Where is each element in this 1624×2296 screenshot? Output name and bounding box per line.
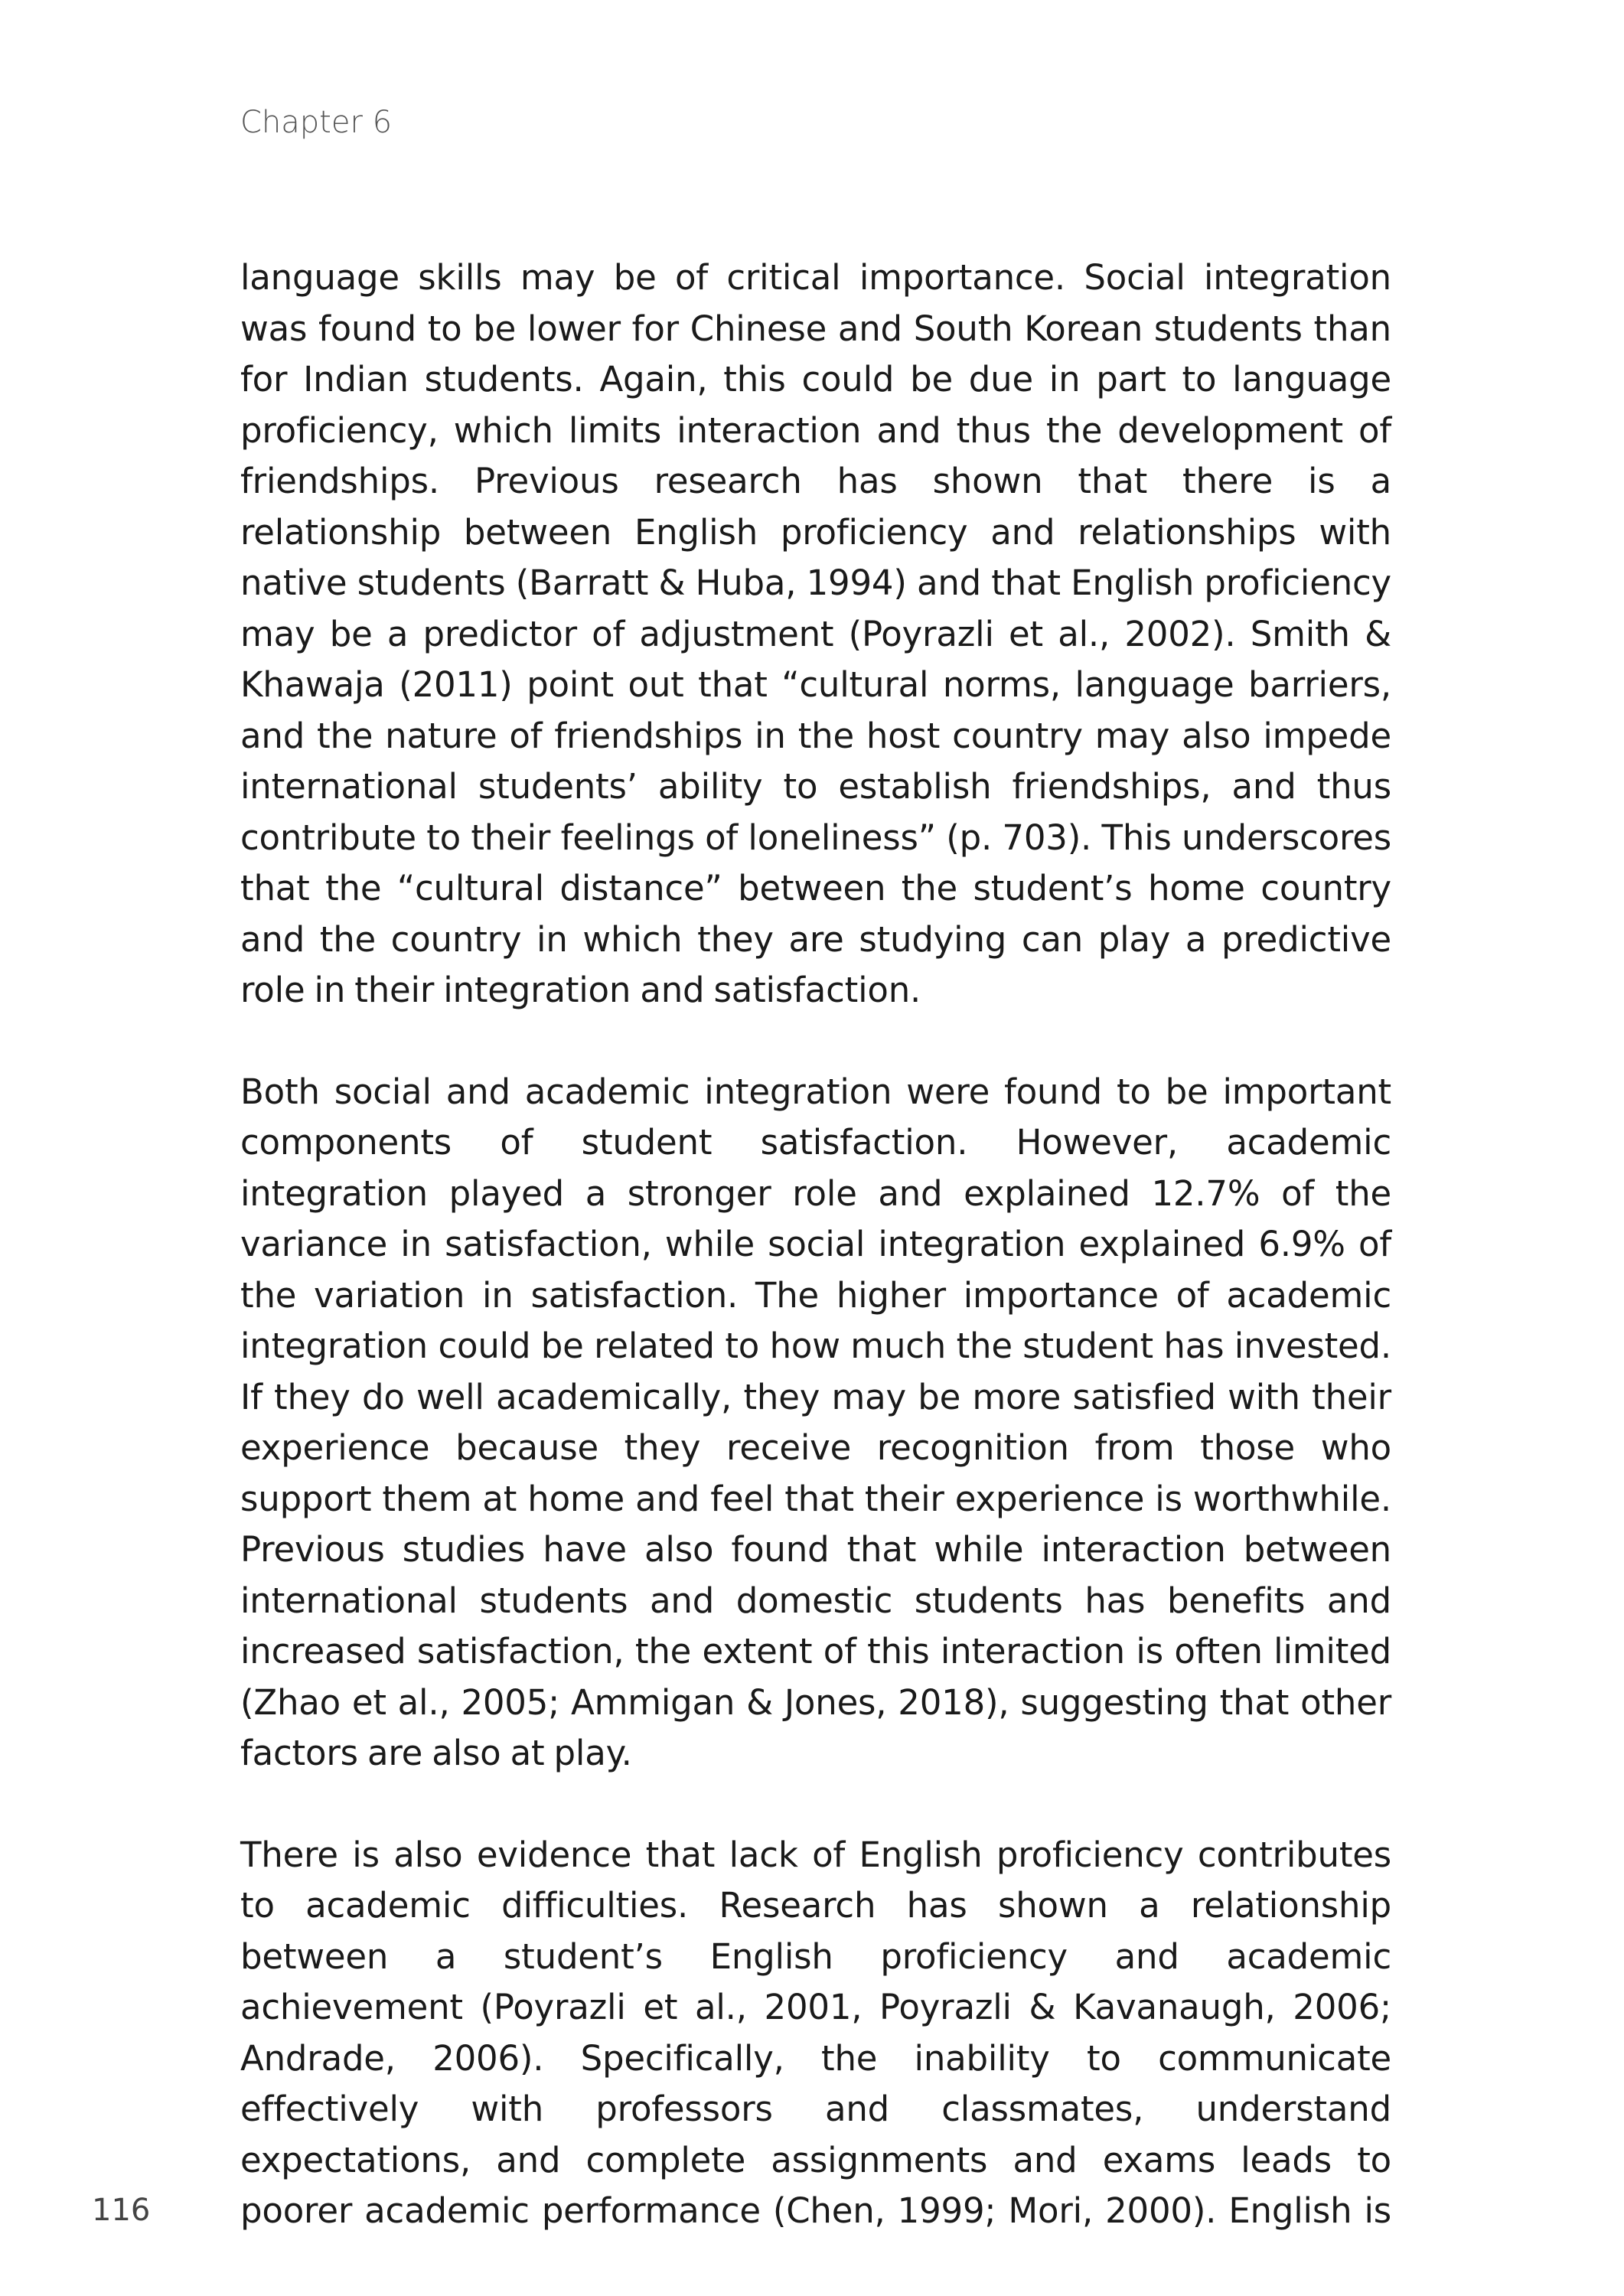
running-head: Chapter 6 [240,105,393,140]
paragraph-2: Both social and academic integration were found to be important components of student satisfaction. However, academic integration played a stronger role and explained 12.7% of the variance in satisfaction, while social integration explained 6.9% of the variation in satisfaction. The higher importance of academic integration could be related to how much the student has invested. If they do well academically, they may be more satisfied with their experience because they receive recognition from those who support them at home and feel that their experience is worthwhile. Previous studies have also found that while interaction between international students and domestic students has benefits and increased satisfaction, the extent of this interaction is often limited (Zhao et al., 2005; Ammigan & Jones, 2018), suggesting that other factors are also at play. [240,1071,1391,1773]
body-text [240,253,1391,2237]
page-number: 116 [92,2193,151,2228]
paragraph-1: language skills may be of critical importance. Social integration was found to be lower for Chinese and South Korean students than for Indian students. Again, this could be due in part to language proficiency, which limits interaction and thus the development of friendships. Previous research has shown that there is a relationship between English proficiency and relationships with native students (Barratt & Huba, 1994) and that English proficiency may be a predictor of adjustment (Poyrazli et al., 2002). Smith & Khawaja (2011) point out that “cultural norms, language barriers, and the nature of friendships in the host country may also impede international students’ ability to establish friendships, and thus contribute to their feelings of loneliness” (p. 703). This underscores that the “cultural distance” between the student’s home country and the country in which they are studying can play a predictive role in their integration and satisfaction. [240,257,1391,1010]
paragraph-3: There is also evidence that lack of English proficiency contributes to academic difficulties. Research has shown a relationship between a student’s English proficiency and academic achievement (Poyrazli et al., 2001, Poyrazli & Kavanaugh, 2006; Andrade, 2006). Specifically, the inability to communicate effectively with professors and classmates, understand expectations, and complete assignments and exams leads to poorer academic performance (Chen, 1999; Mori, 2000). English is [240,1834,1391,2231]
